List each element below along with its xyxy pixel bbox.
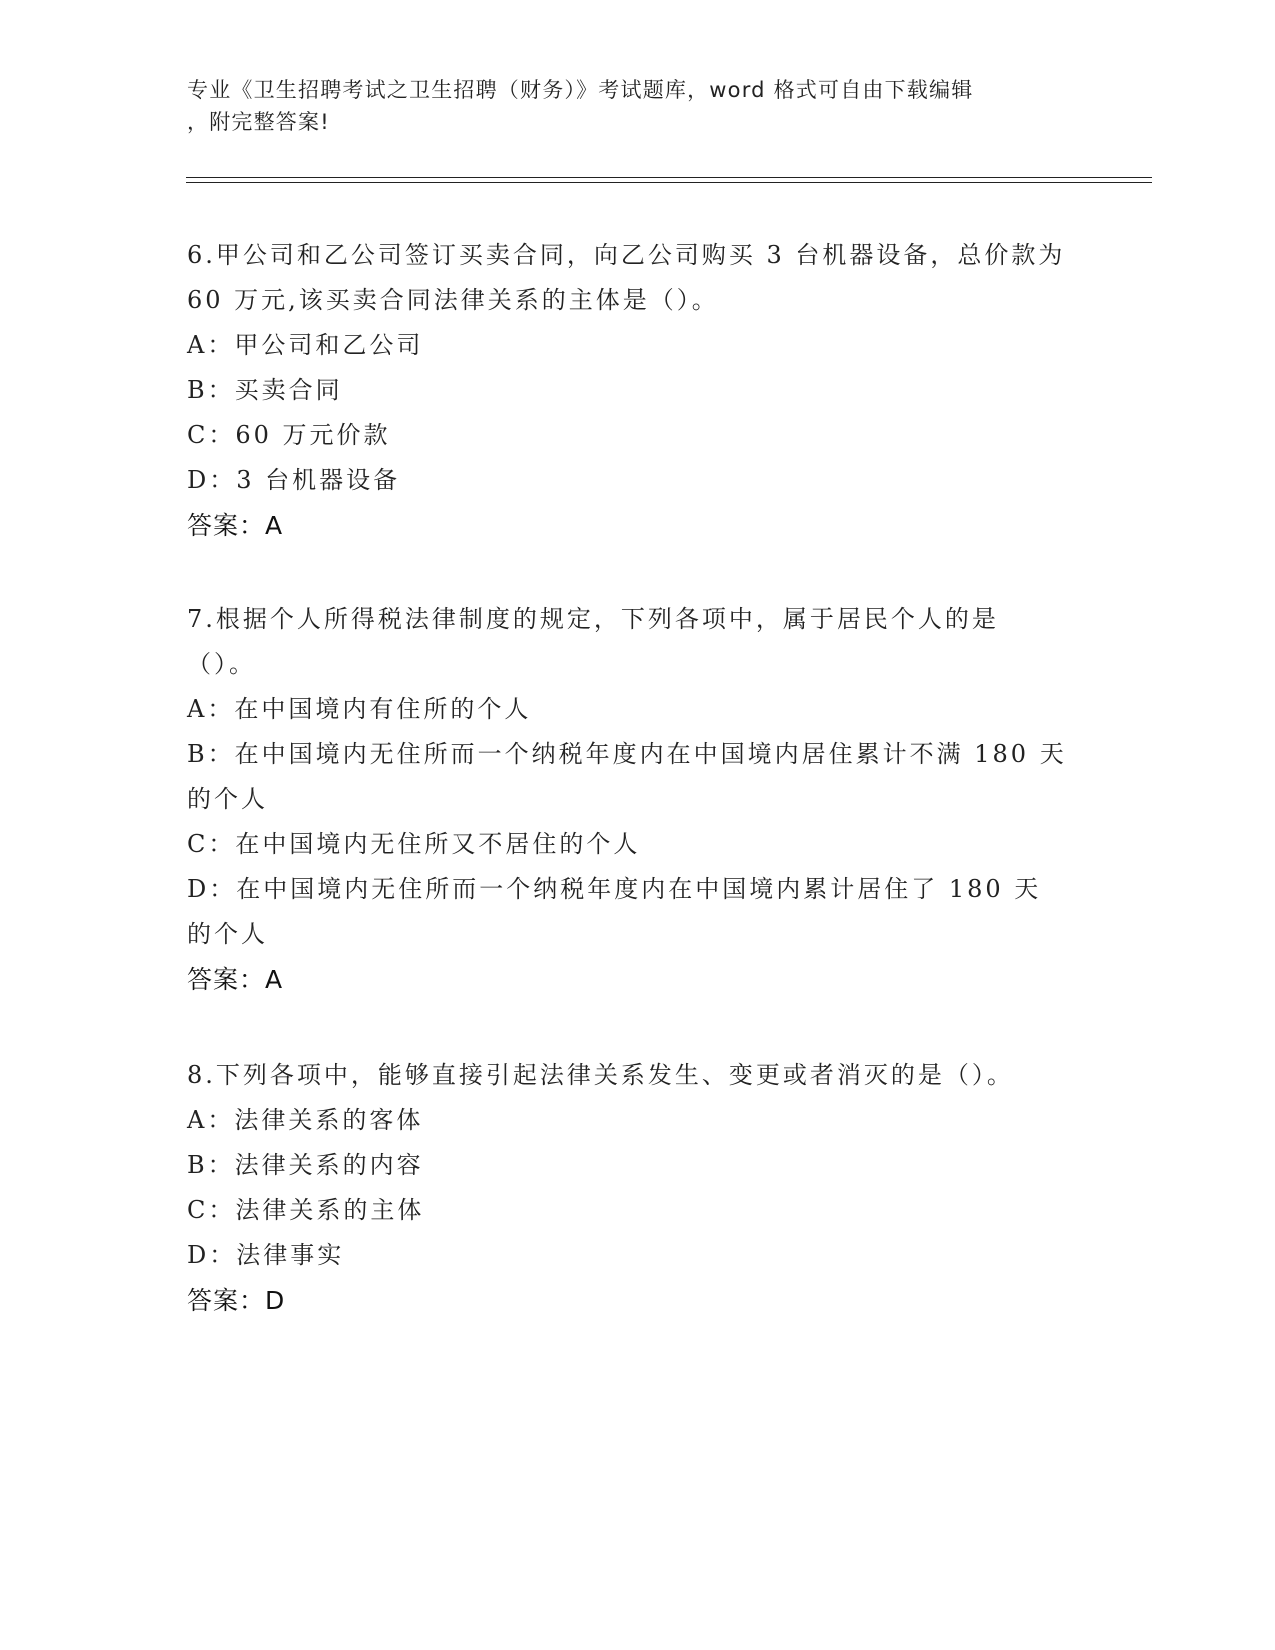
option-c: C：60 万元价款 xyxy=(187,421,391,449)
option-a: A：在中国境内有住所的个人 xyxy=(187,695,532,723)
question-stem: 8.下列各项中，能够直接引起法律关系发生、变更或者消灭的是（）。 xyxy=(187,1061,1014,1089)
answer: 答案：A xyxy=(187,965,284,994)
option-b: B：法律关系的内容 xyxy=(187,1151,424,1179)
option-d: D：在中国境内无住所而一个纳税年度内在中国境内累计居住了 180 天的个人 xyxy=(187,875,1042,948)
header-divider-top xyxy=(186,177,1152,178)
option-a: A：法律关系的客体 xyxy=(187,1106,424,1134)
question-7 xyxy=(187,597,1067,1002)
header-title-line-1: 专业《卫生招聘考试之卫生招聘（财务）》考试题库，word 格式可自由下载编辑 xyxy=(187,78,974,102)
header-divider-bottom xyxy=(186,182,1152,183)
option-b: B：买卖合同 xyxy=(187,376,343,404)
answer: 答案：A xyxy=(187,511,284,540)
header-title-line-2: ，附完整答案! xyxy=(187,110,330,134)
question-8 xyxy=(187,1053,1067,1323)
option-d: D：3 台机器设备 xyxy=(187,466,401,494)
answer: 答案：D xyxy=(187,1286,286,1315)
question-stem: 7.根据个人所得税法律制度的规定，下列各项中，属于居民个人的是（）。 xyxy=(187,605,999,678)
question-stem: 6.甲公司和乙公司签订买卖合同，向乙公司购买 3 台机器设备，总价款为 60 万元,该买卖合同法律关系的主体是（）。 xyxy=(187,241,1066,314)
option-c: C：法律关系的主体 xyxy=(187,1196,425,1224)
option-a: A：甲公司和乙公司 xyxy=(187,331,424,359)
document-header xyxy=(187,74,1067,138)
option-b: B：在中国境内无住所而一个纳税年度内在中国境内居住累计不满 180 天的个人 xyxy=(187,740,1067,813)
option-d: D：法律事实 xyxy=(187,1241,345,1269)
question-6 xyxy=(187,233,1067,548)
option-c: C：在中国境内无住所又不居住的个人 xyxy=(187,830,641,858)
